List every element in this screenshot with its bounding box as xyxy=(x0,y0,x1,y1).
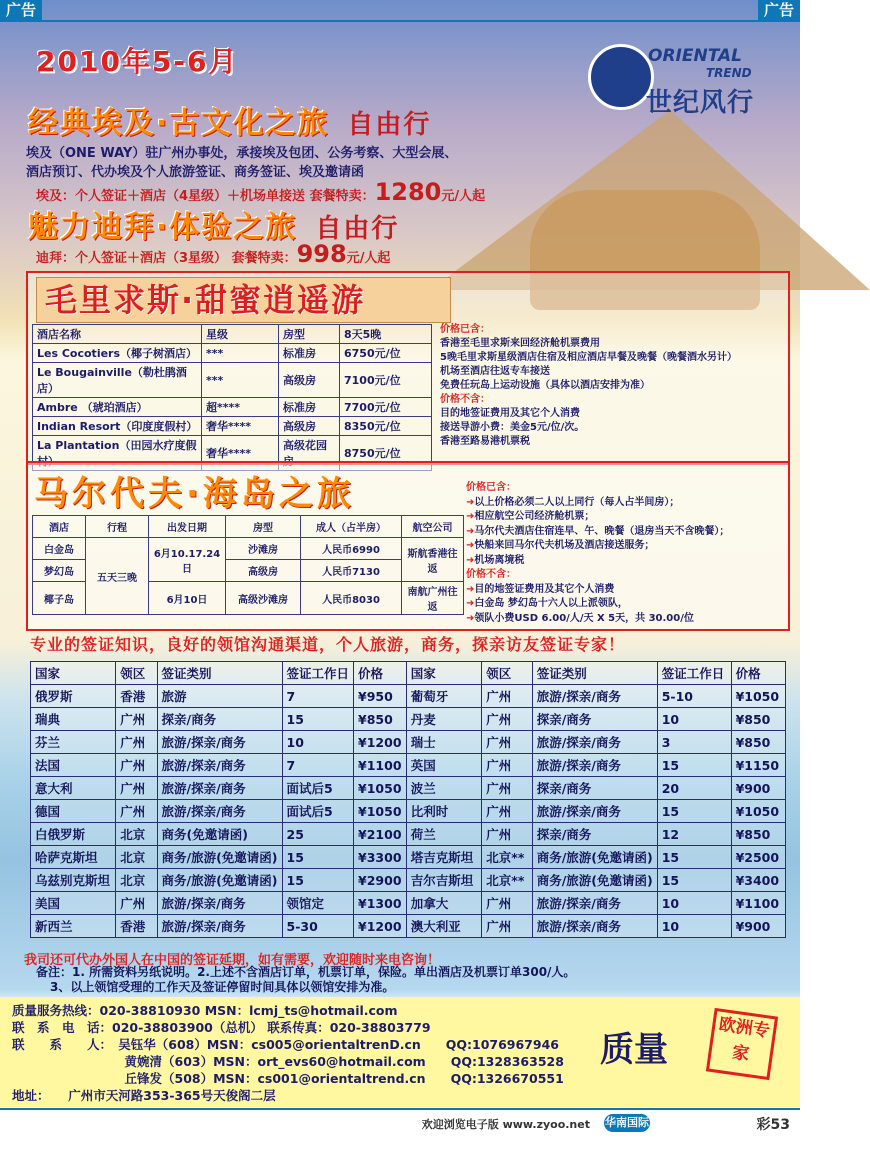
note-text: 领队小费USD 6.00/人/天 X 5天，共 30.00/位 xyxy=(474,612,694,624)
table-cell: 房型 xyxy=(226,516,301,538)
table-cell: 吉尔吉斯坦 xyxy=(406,869,482,892)
table-cell: ¥1050 xyxy=(354,800,407,823)
note-text: 以上价格必须二人以上同行（每人占半间房）； xyxy=(474,496,680,508)
egypt-price: 1280 xyxy=(374,178,442,206)
table-cell: 广州 xyxy=(482,915,532,938)
table-cell: 广州 xyxy=(482,731,532,754)
globe-icon xyxy=(588,44,654,110)
table-cell: 高级花园 xyxy=(279,436,340,471)
table-cell: 15 xyxy=(657,800,731,823)
table-cell: ¥3300 xyxy=(354,846,407,869)
note-line xyxy=(466,583,784,598)
note-line xyxy=(466,612,784,627)
egypt-description xyxy=(26,144,506,182)
table-cell: 7100元/位 xyxy=(340,363,432,398)
table-cell: 旅游/探亲/商务 xyxy=(157,800,282,823)
table-cell: 旅游/探亲/商务 xyxy=(532,685,657,708)
table-cell: 领区 xyxy=(116,662,157,685)
note-line xyxy=(466,539,784,554)
table-cell: 北京 xyxy=(116,823,157,846)
table-row xyxy=(31,708,786,731)
table-cell: 酒店名称 xyxy=(33,325,202,344)
table-cell: 高级房 xyxy=(279,363,340,398)
table-row xyxy=(31,685,786,708)
table-cell: 广州 xyxy=(116,892,157,915)
note-text: 机场离境税 xyxy=(474,554,525,566)
service-hotline: 质量服务热线：020-38810930 MSN：lcmj_ts@hotmail.com xyxy=(12,1003,398,1018)
table-cell: 广州 xyxy=(482,800,532,823)
europe-expert-seal: 欧洲专家 xyxy=(706,1008,778,1080)
table-cell: 8350元/位 xyxy=(340,417,432,436)
table-cell: 6月10日 xyxy=(149,582,226,615)
table-cell: 探亲/商务 xyxy=(157,708,282,731)
table-cell: 澳大利亚 xyxy=(406,915,482,938)
table-row xyxy=(33,363,432,398)
table-cell: 7 xyxy=(282,754,354,777)
table-cell: 旅游/探亲/商务 xyxy=(532,915,657,938)
mauritius-title: 毛里求斯·甜蜜逍遥游 xyxy=(36,277,451,323)
excluded-heading: 价格不含： xyxy=(466,569,516,580)
mauritius-notes xyxy=(440,323,780,449)
egypt-desc-line2: 酒店预订、代办埃及个人旅游签证、商务签证、埃及邀请函 xyxy=(26,165,365,180)
table-cell: Le Bougainville（勒杜鹃酒店） xyxy=(33,363,202,398)
table-cell: 沙滩房 xyxy=(226,538,301,560)
table-cell: 广州 xyxy=(482,708,532,731)
table-cell: 旅游 xyxy=(157,685,282,708)
company-logo xyxy=(588,40,778,120)
date-title: 2010年5-6月 xyxy=(36,45,239,78)
table-cell: 广州 xyxy=(482,754,532,777)
quality-text: 质量 xyxy=(600,1030,668,1070)
table-cell: 塔吉克斯坦 xyxy=(406,846,482,869)
table-cell: 椰子岛 xyxy=(33,582,86,615)
contact-person-1: 联 系 人： 吴钰华（608）MSN：cs005@orientaltrenD.cn QQ:1076967946 xyxy=(12,1037,559,1052)
maldives-title: 马尔代夫·海岛之旅 xyxy=(34,474,355,514)
table-cell: Les Cocotiers（椰子树酒店） xyxy=(33,344,202,363)
table-cell: 7700元/位 xyxy=(340,398,432,417)
dubai-price-prefix: 迪拜：个人签证＋酒店（3星级） 套餐特卖： xyxy=(36,251,297,266)
table-cell: ¥850 xyxy=(354,708,407,731)
table-cell: 广州 xyxy=(482,823,532,846)
note-line xyxy=(466,496,784,511)
table-cell: 签证类别 xyxy=(532,662,657,685)
egypt-price-prefix: 埃及：个人签证＋酒店（4星级）＋机场单接送 套餐特卖： xyxy=(36,189,375,204)
table-cell: 旅游/探亲/商务 xyxy=(157,777,282,800)
table-cell: 英国 xyxy=(406,754,482,777)
table-row xyxy=(31,777,786,800)
table-cell: 乌兹别克斯坦 xyxy=(31,869,116,892)
table-cell: 15 xyxy=(657,869,731,892)
remark-line-1: 备注：1. 所需资料另纸说明。2.上述不含酒店订单，机票订单，保险。单出酒店及机票订单300/人。 xyxy=(36,965,576,979)
table-cell: 8750元/位 xyxy=(340,436,432,471)
note-text: 快船来回马尔代夫机场及酒店接送服务； xyxy=(474,540,655,551)
logo-text-cn: 世纪风行 xyxy=(646,88,755,118)
table-cell: 领馆定 xyxy=(282,892,354,915)
address: 地址： 广州市天河路353-365号天俊阁二层 xyxy=(12,1088,276,1103)
table-row xyxy=(33,538,464,560)
table-cell: ¥1300 xyxy=(354,892,407,915)
table-cell: 10 xyxy=(657,708,731,731)
table-cell: 芬兰 xyxy=(31,731,116,754)
table-cell: ¥1150 xyxy=(731,754,785,777)
table-cell: ¥2500 xyxy=(731,846,785,869)
footer-page-number: 彩53 xyxy=(756,1117,790,1133)
table-cell: 15 xyxy=(282,846,354,869)
table-cell: 高级房 xyxy=(279,417,340,436)
table-cell: ¥1200 xyxy=(354,731,407,754)
maldives-notes xyxy=(466,481,784,626)
table-cell: 12 xyxy=(657,823,731,846)
table-cell: 价格 xyxy=(731,662,785,685)
table-cell: 探亲/商务 xyxy=(532,777,657,800)
note-line xyxy=(466,525,784,540)
table-row xyxy=(31,800,786,823)
note-line xyxy=(466,597,784,612)
table-cell: 瑞士 xyxy=(406,731,482,754)
table-cell: 20 xyxy=(657,777,731,800)
table-cell: 标准房 xyxy=(279,344,340,363)
table-cell: 15 xyxy=(657,754,731,777)
table-cell: ¥1100 xyxy=(354,754,407,777)
table-cell: 波兰 xyxy=(406,777,482,800)
table-row xyxy=(31,846,786,869)
table-cell: La Plantation（田园水疗度假 xyxy=(33,436,202,471)
page-footer xyxy=(0,1108,800,1147)
note-line: 香港至毛里求斯来回经济舱机票费用 xyxy=(440,338,600,349)
table-cell: 广州 xyxy=(116,777,157,800)
table-cell: 白金岛 xyxy=(33,538,86,560)
table-cell: 新西兰 xyxy=(31,915,116,938)
table-cell: 北京** xyxy=(482,869,532,892)
table-cell: 白俄罗斯 xyxy=(31,823,116,846)
table-cell: 价格 xyxy=(354,662,407,685)
table-cell: 6750元/位 xyxy=(340,344,432,363)
table-cell: 航空公司 xyxy=(402,516,464,538)
table-cell: 香港 xyxy=(116,915,157,938)
table-cell: 旅游/探亲/商务 xyxy=(532,754,657,777)
note-line: 香港至路易港机票税 xyxy=(440,436,530,447)
egypt-price-unit: 元/人起 xyxy=(441,189,486,204)
note-text: 相应航空公司经济舱机票； xyxy=(474,511,595,522)
table-cell: 国家 xyxy=(31,662,116,685)
note-line: 目的地签证费用及其它个人消费 xyxy=(440,408,580,419)
table-row xyxy=(33,398,432,417)
table-cell: 签证工作日 xyxy=(282,662,354,685)
table-cell: 商务/旅游(免邀请函) xyxy=(157,869,282,892)
table-header-row xyxy=(31,662,786,685)
footer-edition-badge: 华南国际版 xyxy=(605,1116,649,1147)
table-cell: 10 xyxy=(657,915,731,938)
table-cell: ¥1050 xyxy=(354,777,407,800)
excluded-heading: 价格不含： xyxy=(440,394,490,405)
logo-text-en2: TREND xyxy=(706,66,752,80)
table-row xyxy=(31,892,786,915)
table-cell: ¥2100 xyxy=(354,823,407,846)
table-cell: 3 xyxy=(657,731,731,754)
table-cell: 5-30 xyxy=(282,915,354,938)
table-cell: 8天5晚 xyxy=(340,325,432,344)
table-row xyxy=(33,344,432,363)
table-cell: 广州 xyxy=(482,685,532,708)
table-cell: 高级沙滩房 xyxy=(226,582,301,615)
egypt-headline-sub: 自由行 xyxy=(347,110,432,140)
table-cell: 广州 xyxy=(116,731,157,754)
arrow-icon: ➜ xyxy=(466,612,475,624)
table-cell: 房型 xyxy=(279,325,340,344)
dubai-headline-main: 魅力迪拜·体验之旅 xyxy=(28,210,298,245)
remark-line-2: 3、以上领馆受理的工作天及签证停留时间具体以领馆安排为准。 xyxy=(50,980,395,994)
contact-person-2: 黄婉清（603）MSN：ort_evs60@hotmail.com QQ:1328363528 xyxy=(12,1054,564,1069)
table-cell: ¥1050 xyxy=(731,800,785,823)
table-cell: 葡萄牙 xyxy=(406,685,482,708)
table-cell: 人民币7130 xyxy=(301,560,402,582)
table-cell: 北京 xyxy=(116,869,157,892)
contact-person-3: 丘锋发（508）MSN：cs001@orientaltrend.cn QQ:1326670551 xyxy=(12,1071,564,1086)
table-cell: 旅游/探亲/商务 xyxy=(157,915,282,938)
quality-stamp xyxy=(600,1012,790,1082)
table-row xyxy=(31,754,786,777)
table-cell: 哈萨克斯坦 xyxy=(31,846,116,869)
table-cell: *** xyxy=(202,344,279,363)
table-cell: Indian Resort（印度度假村） xyxy=(33,417,202,436)
egypt-headline xyxy=(28,98,431,142)
note-line: 接送导游小费：美金5元/位/次。 xyxy=(440,422,585,433)
table-cell: 荷兰 xyxy=(406,823,482,846)
table-cell: 国家 xyxy=(406,662,482,685)
table-cell: 探亲/商务 xyxy=(532,708,657,731)
note-line xyxy=(466,554,784,569)
table-cell: 超**** xyxy=(202,398,279,417)
table-cell: 旅游/探亲/商务 xyxy=(532,892,657,915)
table-header-row xyxy=(33,325,432,344)
table-cell: 15 xyxy=(282,708,354,731)
table-cell: 商务/旅游(免邀请函) xyxy=(532,869,657,892)
arrow-icon: ➜ xyxy=(466,525,475,537)
table-cell: 北京 xyxy=(116,846,157,869)
table-cell: 探亲/商务 xyxy=(532,823,657,846)
table-cell: 高级房 xyxy=(226,560,301,582)
table-row xyxy=(31,731,786,754)
table-cell: 美国 xyxy=(31,892,116,915)
arrow-icon: ➜ xyxy=(466,598,475,609)
table-cell: 加拿大 xyxy=(406,892,482,915)
table-header-row xyxy=(33,516,464,538)
arrow-icon: ➜ xyxy=(466,583,475,595)
table-cell: 签证类别 xyxy=(157,662,282,685)
table-cell: 旅游/探亲/商务 xyxy=(532,731,657,754)
table-cell: 面试后5 xyxy=(282,777,354,800)
table-cell: ¥1050 xyxy=(731,685,785,708)
table-cell: 广州 xyxy=(116,754,157,777)
table-cell: 法国 xyxy=(31,754,116,777)
arrow-icon: ➜ xyxy=(466,554,475,566)
dubai-price: 998 xyxy=(296,240,347,268)
note-line: 免费任玩岛上运动设施（具体以酒店安排为准） xyxy=(440,380,650,391)
table-cell: Ambre （琥珀酒店） xyxy=(33,398,202,417)
included-heading: 价格已含： xyxy=(466,482,516,493)
table-cell: 旅游/探亲/商务 xyxy=(157,892,282,915)
dubai-price-unit: 元/人起 xyxy=(346,251,391,266)
table-cell: 北京** xyxy=(482,846,532,869)
visa-slogan: 专业的签证知识，良好的领馆沟通渠道，个人旅游，商务，探亲访友签证专家！ xyxy=(30,635,626,654)
table-cell: ¥1200 xyxy=(354,915,407,938)
table-cell: 五天三晚 xyxy=(86,538,149,615)
table-cell: 7 xyxy=(282,685,354,708)
table-cell: 5-10 xyxy=(657,685,731,708)
table-cell: 6月10.17.24日 xyxy=(149,538,226,582)
arrow-icon: ➜ xyxy=(466,496,475,508)
table-cell: 梦幻岛 xyxy=(33,560,86,582)
table-cell: ¥3400 xyxy=(731,869,785,892)
ad-tag-right: 广告 xyxy=(758,0,800,20)
table-cell: 广州 xyxy=(482,777,532,800)
table-cell: 香港 xyxy=(116,685,157,708)
table-cell: 签证工作日 xyxy=(657,662,731,685)
dubai-price-line xyxy=(36,240,390,268)
note-text: 白金岛 梦幻岛十六人以上派领队， xyxy=(474,598,628,609)
table-cell: ¥850 xyxy=(731,731,785,754)
table-cell: *** xyxy=(202,363,279,398)
dubai-headline-sub: 自由行 xyxy=(315,214,400,244)
note-line: 机场至酒店往返专车接送 xyxy=(440,366,550,377)
table-cell: 10 xyxy=(282,731,354,754)
table-cell: 广州 xyxy=(482,892,532,915)
top-divider xyxy=(0,20,800,22)
ad-tag-left: 广告 xyxy=(0,0,42,20)
table-cell: 奢华**** xyxy=(202,436,279,471)
table-cell: 人民币6990 xyxy=(301,538,402,560)
note-line xyxy=(466,510,784,525)
table-cell: 出发日期 xyxy=(149,516,226,538)
table-cell: 人民币8030 xyxy=(301,582,402,615)
table-cell: 商务/旅游(免邀请函) xyxy=(157,846,282,869)
table-cell: 成人（占半房） xyxy=(301,516,402,538)
table-cell: 广州 xyxy=(116,800,157,823)
table-cell: ¥900 xyxy=(731,915,785,938)
table-cell: 15 xyxy=(282,869,354,892)
table-cell: 领区 xyxy=(482,662,532,685)
table-cell: ¥900 xyxy=(731,777,785,800)
table-cell: 南航广州往返 xyxy=(402,582,464,615)
table-cell: 俄罗斯 xyxy=(31,685,116,708)
table-cell: 15 xyxy=(657,846,731,869)
footer-website: 欢迎浏览电子版 www.zyoo.net xyxy=(421,1118,590,1131)
logo-text-en1: ORIENTAL xyxy=(648,46,742,66)
table-cell: 广州 xyxy=(116,708,157,731)
table-cell: 商务/旅游(免邀请函) xyxy=(532,846,657,869)
table-cell: 行程 xyxy=(86,516,149,538)
table-cell: ¥850 xyxy=(731,708,785,731)
table-cell: 星级 xyxy=(202,325,279,344)
visa-extension-note: 我司还可代办外国人在中国的签证延期，如有需要，欢迎随时来电咨询！ xyxy=(24,953,441,968)
table-row xyxy=(31,869,786,892)
contact-info xyxy=(12,1002,572,1104)
table-row xyxy=(31,915,786,938)
table-cell: 旅游/探亲/商务 xyxy=(157,754,282,777)
table-cell: 旅游/探亲/商务 xyxy=(157,731,282,754)
contact-phone: 联 系 电 话：020-38803900（总机） 联系传真：020-38803779 xyxy=(12,1020,431,1035)
table-cell: 丹麦 xyxy=(406,708,482,731)
table-cell: 旅游/探亲/商务 xyxy=(532,800,657,823)
table-cell: ¥2900 xyxy=(354,869,407,892)
arrow-icon: ➜ xyxy=(466,540,475,551)
note-text: 目的地签证费用及其它个人消费 xyxy=(474,583,615,595)
table-cell: 比利时 xyxy=(406,800,482,823)
table-cell: 瑞典 xyxy=(31,708,116,731)
table-cell: 面试后5 xyxy=(282,800,354,823)
table-row xyxy=(31,823,786,846)
mauritius-price-table xyxy=(32,324,432,471)
note-line: 5晚毛里求斯星级酒店住宿及相应酒店早餐及晚餐（晚餐酒水另计） xyxy=(440,352,737,363)
table-cell: 10 xyxy=(657,892,731,915)
maldives-price-table xyxy=(32,515,464,615)
visa-price-table xyxy=(30,661,786,938)
table-cell: 德国 xyxy=(31,800,116,823)
note-text: 马尔代夫酒店住宿连早、午、晚餐（退房当天不含晚餐）； xyxy=(474,525,730,537)
table-cell: 斯航香港往返 xyxy=(402,538,464,582)
included-heading: 价格已含： xyxy=(440,324,490,335)
arrow-icon: ➜ xyxy=(466,511,475,522)
table-cell: ¥950 xyxy=(354,685,407,708)
table-cell: ¥850 xyxy=(731,823,785,846)
egypt-headline-main: 经典埃及·古文化之旅 xyxy=(28,106,330,141)
egypt-desc-line1: 埃及（ONE WAY）驻广州办事处，承接埃及包团、公务考察、大型会展、 xyxy=(26,146,458,161)
table-cell: 标准房 xyxy=(279,398,340,417)
table-cell: 意大利 xyxy=(31,777,116,800)
table-cell: ¥1100 xyxy=(731,892,785,915)
table-cell: 奢华**** xyxy=(202,417,279,436)
table-cell: 酒店 xyxy=(33,516,86,538)
table-cell: 商务(免邀请函) xyxy=(157,823,282,846)
remarks xyxy=(36,965,776,995)
table-row xyxy=(33,417,432,436)
table-cell: 25 xyxy=(282,823,354,846)
